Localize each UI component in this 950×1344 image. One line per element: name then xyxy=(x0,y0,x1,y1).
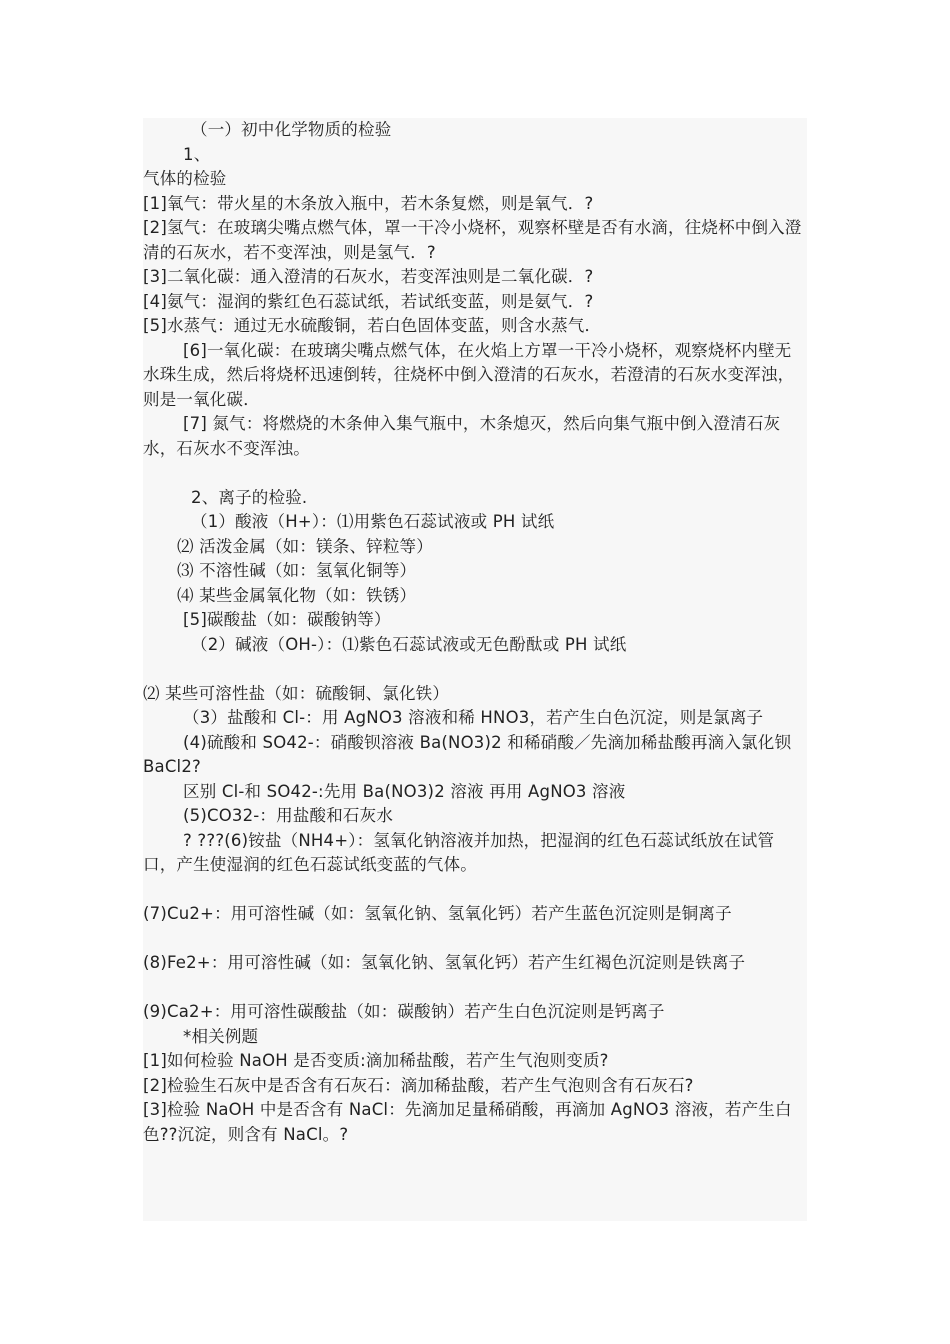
gas-item-carbon-monoxide: [6]一氧化碳：在玻璃尖嘴点燃气体，在火焰上方罩一干冷小烧杯，观察烧杯内壁无水珠生成，然后将烧杯迅速倒转，往烧杯中倒入澄清的石灰水，若澄清的石灰水变浑浊，则是一氧化碳． xyxy=(143,340,795,409)
ion-distinguish: 区别 Cl-和 SO42-:先用 Ba(NO3)2 溶液 再用 AgNO3 溶液 xyxy=(183,781,626,801)
blank-line xyxy=(143,461,807,486)
ion-calcium: (9)Ca2+：用可溶性碳酸盐（如：碳酸钠）若产生白色沉淀则是钙离子 xyxy=(143,1002,665,1021)
document-page xyxy=(143,118,807,1221)
blank-line xyxy=(143,657,807,682)
ion-base-1: （2）碱液（OH-）：⑴紫色石蕊试液或无色酚酞或 PH 试纸 xyxy=(191,634,627,654)
gas-section-heading: 气体的检验 xyxy=(143,169,227,188)
ion-base-2: ⑵ 某些可溶性盐（如：硫酸铜、氯化铁） xyxy=(143,683,450,703)
gas-section-number: 1、 xyxy=(183,144,211,164)
ion-acid-3: ⑶ 不溶性碱（如：氢氧化铜等） xyxy=(177,561,417,580)
blank-line xyxy=(143,976,807,1001)
ion-iron: (8)Fe2+：用可溶性碱（如：氢氧化钠、氢氧化钙）若产生红褐色沉淀则是铁离子 xyxy=(143,953,746,972)
examples-heading: *相关例题 xyxy=(183,1026,259,1046)
gas-item-oxygen: [1]氧气：带火星的木条放入瓶中，若木条复燃，则是氧气．? xyxy=(143,193,594,213)
ion-section-heading: 2、离子的检验. xyxy=(191,487,308,507)
gas-item-water-vapor: [5]水蒸气：通过无水硫酸铜，若白色固体变蓝，则含水蒸气． xyxy=(143,316,602,335)
gas-item-hydrogen: [2]氢气：在玻璃尖嘴点燃气体，罩一干冷小烧杯，观察杯壁是否有水滴，往烧杯中倒入澄清的石灰水，若不变浑浊，则是氢气．? xyxy=(143,218,802,262)
ion-acid-4: ⑷ 某些金属氧化物（如：铁锈） xyxy=(177,585,417,605)
example-item-2: [2]检验生石灰中是否含有石灰石：滴加稀盐酸，若产生气泡则含有石灰石? xyxy=(143,1075,694,1095)
ion-copper: (7)Cu2+：用可溶性碱（如：氢氧化钠、氢氧化钙）若产生蓝色沉淀则是铜离子 xyxy=(143,904,732,923)
blank-line xyxy=(143,927,807,952)
gas-item-carbon-dioxide: [3]二氧化碳：通入澄清的石灰水，若变浑浊则是二氧化碳．? xyxy=(143,267,594,286)
ion-chloride: （3）盐酸和 Cl-：用 AgNO3 溶液和稀 HNO3，若产生白色沉淀，则是氯离子 xyxy=(183,708,764,727)
ion-acid-5: [5]碳酸盐（如：碳酸钠等） xyxy=(183,610,391,629)
ion-sulfate: (4)硫酸和 SO42-：硝酸钡溶液 Ba(NO3)2 和稀硝酸／先滴加稀盐酸再滴入氯化钡 BaCl2? xyxy=(143,732,797,776)
ion-ammonium: ? ???(6)铵盐（NH4+）：氢氧化钠溶液并加热，把湿润的红色石蕊试纸放在试管口，产生使湿润的红色石蕊试纸变蓝的气体。 xyxy=(143,830,775,874)
ion-carbonate: (5)CO32-：用盐酸和石灰水 xyxy=(183,806,394,825)
example-item-3: [3]检验 NaOH 中是否含有 NaCl：先滴加足量稀硝酸，再滴加 AgNO3 溶液，若产生白色??沉淀，则含有 NaCl。? xyxy=(143,1100,792,1144)
gas-item-nitrogen: [7] 氮气：将燃烧的木条伸入集气瓶中，木条熄灭，然后向集气瓶中倒入澄清石灰水，石灰水不变浑浊。 xyxy=(143,414,781,458)
example-item-1: [1]如何检验 NaOH 是否变质:滴加稀盐酸，若产生气泡则变质? xyxy=(143,1051,609,1070)
blank-line xyxy=(143,878,807,903)
ion-acid-2: ⑵ 活泼金属（如：镁条、锌粒等） xyxy=(177,536,433,556)
gas-item-ammonia: [4]氨气：湿润的紫红色石蕊试纸，若试纸变蓝，则是氨气．? xyxy=(143,291,594,311)
ion-acid-1: （1）酸液（H+）：⑴用紫色石蕊试液或 PH 试纸 xyxy=(191,512,555,531)
section-title: （一）初中化学物质的检验 xyxy=(191,120,392,139)
